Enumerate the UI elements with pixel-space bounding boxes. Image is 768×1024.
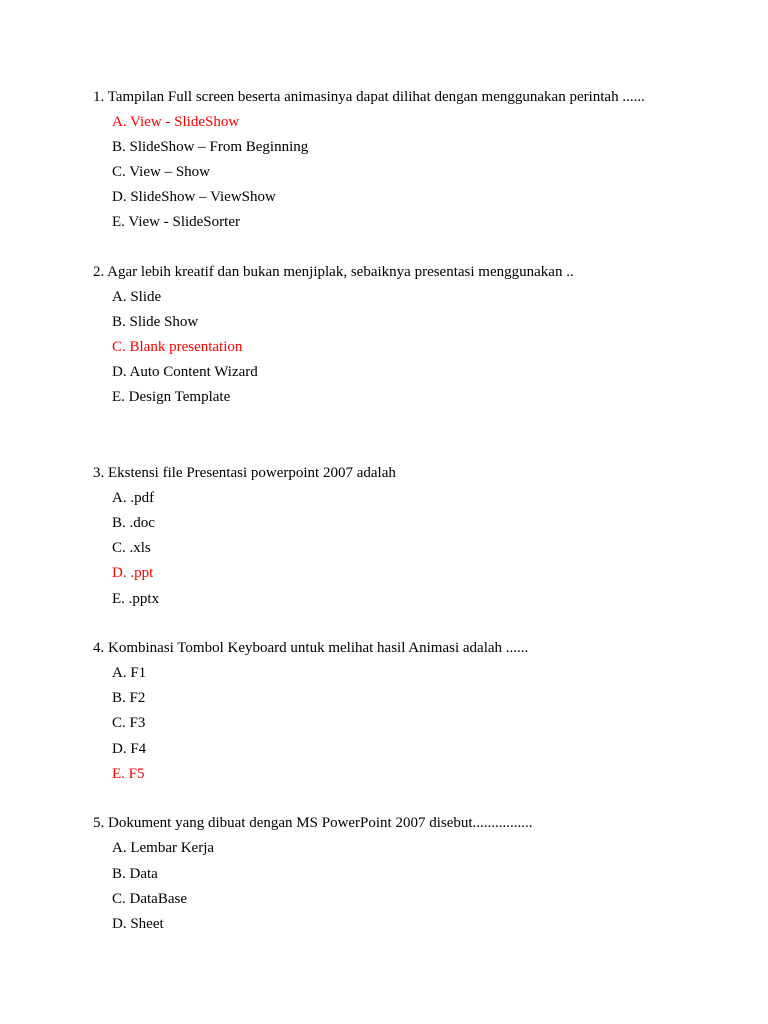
- question-3-option-e: E. .pptx: [112, 591, 160, 607]
- question-4-option-a: A. F1: [112, 665, 147, 681]
- question-5-option-b: B. Data: [112, 866, 158, 882]
- question-1-text: 1. Tampilan Full screen beserta animasinya dapat dilihat dengan menggunakan perintah ......: [93, 89, 645, 105]
- question-4-option-b: B. F2: [112, 690, 146, 706]
- question-3-option-d: D. .ppt: [112, 565, 154, 581]
- question-4-option-d: D. F4: [112, 741, 147, 757]
- question-2-text: 2. Agar lebih kreatif dan bukan menjiplak, sebaiknya presentasi menggunakan ..: [93, 264, 574, 280]
- question-1-option-d: D. SlideShow – ViewShow: [112, 189, 276, 205]
- question-5-option-d: D. Sheet: [112, 916, 164, 932]
- question-5-option-c: C. DataBase: [112, 891, 187, 907]
- question-3-option-b: B. .doc: [112, 515, 155, 531]
- question-3-text: 3. Ekstensi file Presentasi powerpoint 2007 adalah: [93, 465, 396, 481]
- question-4-option-c: C. F3: [112, 715, 146, 731]
- question-3-option-c: C. .xls: [112, 540, 151, 556]
- question-3-option-a: A. .pdf: [112, 490, 155, 506]
- question-2-option-e: E. Design Template: [112, 389, 231, 405]
- question-5-text: 5. Dokument yang dibuat dengan MS PowerPoint 2007 disebut................: [93, 815, 533, 831]
- question-4-text: 4. Kombinasi Tombol Keyboard untuk melihat hasil Animasi adalah ......: [93, 640, 529, 656]
- question-4-option-e: E. F5: [112, 766, 145, 782]
- question-1-option-a: A. View - SlideShow: [112, 114, 240, 130]
- question-2-option-c: C. Blank presentation: [112, 339, 243, 355]
- question-2-option-b: B. Slide Show: [112, 314, 199, 330]
- question-1-option-e: E. View - SlideSorter: [112, 214, 240, 230]
- question-1-option-b: B. SlideShow – From Beginning: [112, 139, 309, 155]
- question-1-option-c: C. View – Show: [112, 164, 210, 180]
- question-2-option-d: D. Auto Content Wizard: [112, 364, 258, 380]
- question-2-option-a: A. Slide: [112, 289, 162, 305]
- question-5-option-a: A. Lembar Kerja: [112, 840, 215, 856]
